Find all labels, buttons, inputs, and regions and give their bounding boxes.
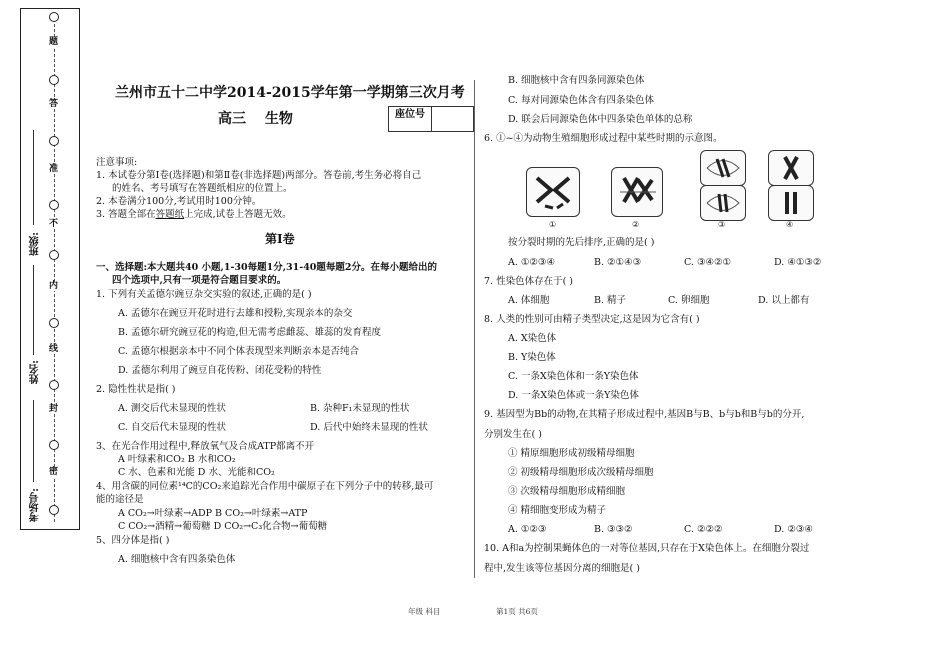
grade-label: 高三 xyxy=(218,111,246,127)
cell-diagram-3a xyxy=(700,150,746,186)
option: C CO₂→酒精→葡萄糖 D CO₂→C₃化合物→葡萄糖 xyxy=(118,521,328,532)
seal-char: 准 xyxy=(49,164,59,174)
chromosome-figure-3b xyxy=(701,186,745,220)
cell-diagram-4a xyxy=(768,150,814,186)
seal-char: 内 xyxy=(49,281,59,291)
seal-char: 题 xyxy=(49,37,59,47)
cell-diagram-1 xyxy=(526,167,580,217)
chromosome-figure-4b xyxy=(769,186,813,220)
option: A. 测交后代未显现的性状 xyxy=(118,403,226,414)
option: A. 细胞核中含有四条染色体 xyxy=(118,554,236,565)
binding-strip xyxy=(20,8,80,530)
option: A. ①②③ xyxy=(508,524,547,535)
notes-item: 2. 本卷满分100分,考试用时100分钟。 xyxy=(96,196,262,207)
notes-heading: 注意事项: xyxy=(96,157,138,168)
name-field-line[interactable] xyxy=(33,265,34,355)
part-one-title: 第Ⅰ卷 xyxy=(265,232,295,246)
exam-room-field-label: 考场号: xyxy=(30,488,41,522)
option: A. ①②③④ xyxy=(508,257,555,268)
option: ① 精原细胞形成初级精母细胞 xyxy=(508,448,635,459)
option: ② 初级精母细胞形成次级精母细胞 xyxy=(508,467,654,478)
question-3: 3、在光合作用过程中,释放氧气及合成ATP都离不开 xyxy=(96,441,315,452)
seat-number-box xyxy=(388,106,474,132)
question-9: 分别发生在( ) xyxy=(484,429,542,440)
option: ④ 精细胞变形成为精子 xyxy=(508,505,607,516)
notes-item: 的姓名、考号填写在答题纸相应的位置上。 xyxy=(112,183,293,194)
option: B. 精子 xyxy=(594,295,627,306)
exam-room-field-line[interactable] xyxy=(33,400,34,482)
question-6: 6. ①~④为动物生殖细胞形成过程中某些时期的示意图。 xyxy=(484,133,723,144)
chromosome-figure-1 xyxy=(527,168,579,216)
chromosome-figure-4a xyxy=(769,151,813,185)
question-4: 能的途径是 xyxy=(96,494,144,505)
option: D. 一条X染色体或一条Y染色体 xyxy=(508,390,639,401)
option: B. ②①④③ xyxy=(594,257,642,268)
option: A CO₂→叶绿素→ADP B CO₂→叶绿素→ATP xyxy=(118,508,308,519)
section-instruction: 一、选择题:本大题共40 小题,1-30每题1分,31-40题每题2分。在每小题给出的 xyxy=(96,262,438,273)
option: B. 细胞核中含有四条同源染色体 xyxy=(508,75,645,86)
option: C 水、色素和光能 D 水、光能和CO₂ xyxy=(118,467,275,478)
option: B. Y染色体 xyxy=(508,352,556,363)
question-1: 1. 下列有关孟德尔豌豆杂交实验的叙述,正确的是( ) xyxy=(96,289,312,300)
class-field-line[interactable] xyxy=(33,130,34,225)
ring-icon xyxy=(49,380,59,390)
ring-icon xyxy=(49,75,59,85)
seal-char: 密 xyxy=(49,467,59,477)
ring-icon xyxy=(49,505,59,515)
ring-icon xyxy=(49,200,59,210)
option: D. ②③④ xyxy=(774,524,813,535)
exam-title: 兰州市五十二中学2014-2015学年第一学期第三次月考 xyxy=(115,85,465,101)
chromosome-figure-3a xyxy=(701,151,745,185)
question-8: 8. 人类的性别可由精子类型决定,这是因为它含有( ) xyxy=(484,314,700,325)
option: B. 杂种F₁未显现的性状 xyxy=(310,403,410,414)
figure-label: ④ xyxy=(786,220,794,229)
option: A. X染色体 xyxy=(508,333,557,344)
seal-char: 答 xyxy=(49,99,59,109)
option: D. 以上都有 xyxy=(758,295,810,306)
question-9: 9. 基因型为Bb的动物,在其精子形成过程中,基因B与B、b与b和B与b的分开, xyxy=(484,409,805,420)
notes-text: 3. 答题全部在 xyxy=(96,209,156,220)
chromosome-figure-2 xyxy=(612,168,662,216)
option: C. 自交后代未显现的性状 xyxy=(118,422,226,433)
class-field-label: 班级: xyxy=(30,232,41,256)
ring-icon xyxy=(49,136,59,146)
question-10: 程中,发生该等位基因分离的细胞是( ) xyxy=(484,563,640,574)
notes-item: 1. 本试卷分第Ⅰ卷(选择题)和第Ⅱ卷(非选择题)两部分。答卷前,考生务必将自己 xyxy=(96,170,422,181)
question-2: 2. 隐性性状是指( ) xyxy=(96,384,176,395)
column-divider xyxy=(474,80,475,578)
footer-grade-subject: 年级 科目 xyxy=(408,607,441,616)
figure-label: ② xyxy=(632,220,640,229)
option: A 叶绿素和CO₂ B 水和CO₂ xyxy=(118,454,236,465)
name-field-label: 姓名: xyxy=(30,360,41,384)
option: C. ②②② xyxy=(684,524,723,535)
question-6-stem: 按分裂时期的先后排序,正确的是( ) xyxy=(508,237,655,248)
footer-page-number: 第1页 共6页 xyxy=(496,607,538,616)
question-10: 10. A和a为控制果蝇体色的一对等位基因,只存在于X染色体上。在细胞分裂过 xyxy=(484,543,810,554)
option: ③ 次级精母细胞形成精细胞 xyxy=(508,486,626,497)
question-7: 7. 性染色体存在于( ) xyxy=(484,276,574,287)
question-4: 4、用含碳的同位素¹⁴C的CO₂来追踪光合作用中碳原子在下列分子中的转移,最可 xyxy=(96,481,434,492)
cell-diagram-3b xyxy=(700,185,746,221)
ring-icon xyxy=(49,12,59,22)
cell-diagram-4b xyxy=(768,185,814,221)
option: D. 后代中始终未显现的性状 xyxy=(310,422,428,433)
option: A. 体细胞 xyxy=(508,295,550,306)
ring-icon xyxy=(49,318,59,328)
seal-char: 不 xyxy=(49,219,59,229)
figure-label: ① xyxy=(549,220,557,229)
option: D. 孟德尔利用了豌豆自花传粉、闭花受粉的特性 xyxy=(118,365,322,376)
option: C. 卵细胞 xyxy=(668,295,710,306)
figure-label: ③ xyxy=(718,220,726,229)
subject-line xyxy=(218,108,293,128)
seal-char: 封 xyxy=(49,404,59,414)
option: B. 孟德尔研究豌豆花的构造,但无需考虑雌蕊、雄蕊的发育程度 xyxy=(118,327,382,338)
ring-icon xyxy=(49,250,59,260)
option: A. 孟德尔在豌豆开花时进行去雄和授粉,实现亲本的杂交 xyxy=(118,308,353,319)
option: B. ③③② xyxy=(594,524,633,535)
seal-char: 线 xyxy=(49,344,59,354)
option: D. ④①③② xyxy=(774,257,822,268)
subject-label: 生物 xyxy=(264,111,293,127)
notes-item xyxy=(96,208,292,221)
option: C. 孟德尔根据亲本中不同个体表现型来判断亲本是否纯合 xyxy=(118,346,359,357)
answer-sheet-term: 答题纸 xyxy=(155,209,185,220)
section-instruction: 四个选项中,只有一项是符合题目要求的。 xyxy=(112,275,287,286)
notes-text: 上完成,试卷上答题无效。 xyxy=(184,209,292,220)
seat-number-label: 座位号 xyxy=(389,107,432,131)
cell-diagram-2 xyxy=(611,167,663,217)
ring-icon xyxy=(49,440,59,450)
option: C. ③④②① xyxy=(684,257,732,268)
option: C. 每对同源染色体含有四条染色体 xyxy=(508,95,654,106)
option: D. 联会后同源染色体中四条染色单体的总称 xyxy=(508,114,693,125)
option: C. 一条X染色体和一条Y染色体 xyxy=(508,371,639,382)
question-5: 5、四分体是指( ) xyxy=(96,535,170,546)
